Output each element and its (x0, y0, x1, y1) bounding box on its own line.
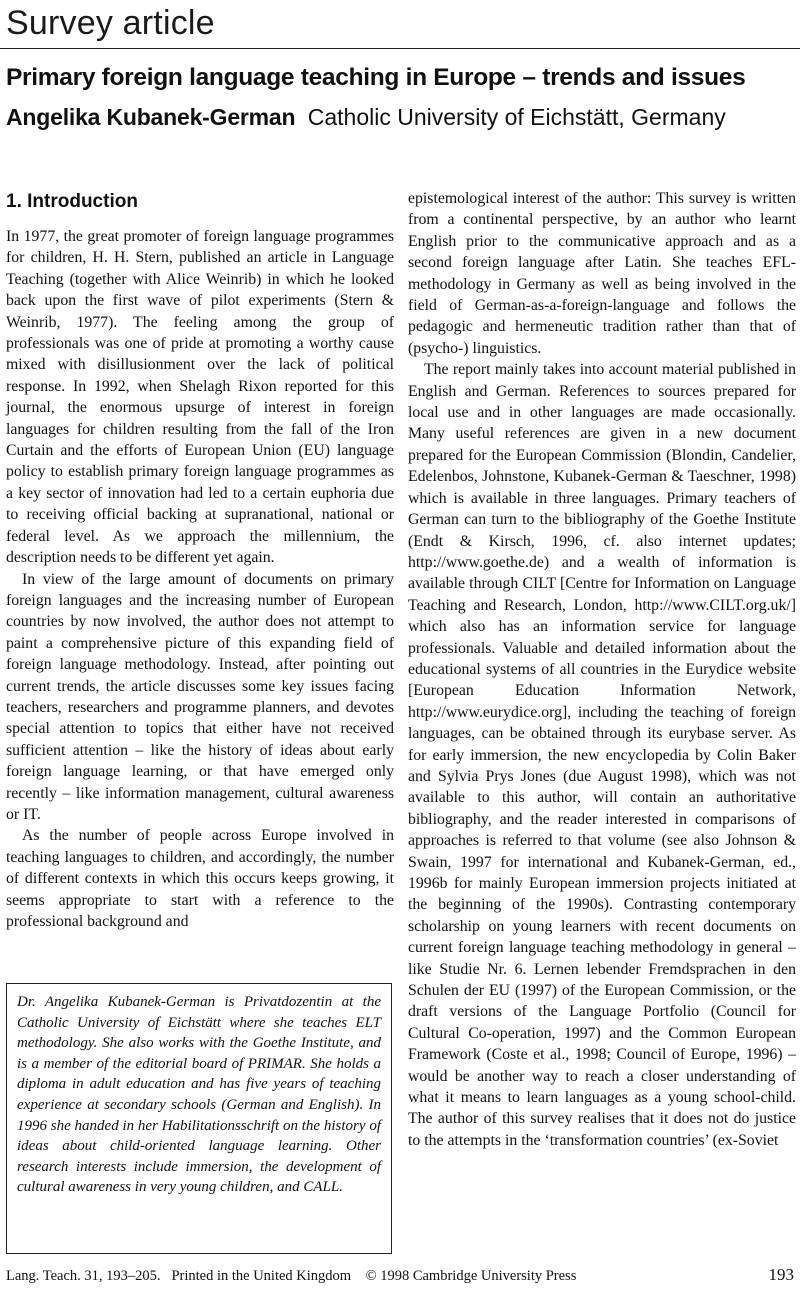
footer-copyright: © 1998 Cambridge University Press (365, 1268, 577, 1284)
page-number: 193 (768, 1265, 794, 1284)
header-rule (0, 48, 800, 49)
page-footer (6, 1265, 796, 1285)
right-column (408, 188, 796, 1151)
footer-citation: Lang. Teach. 31, 193–205. (6, 1268, 161, 1284)
author-line (6, 104, 796, 131)
section-heading-introduction: 1. Introduction (6, 191, 138, 212)
footer-printed: Printed in the United Kingdom (171, 1268, 352, 1284)
section-label: Survey article (6, 4, 215, 42)
paragraph: epistemological interest of the author: This survey is written from a continental perspective, by an author who learnt English prior to the communicative approach and as a second foreign language after Latin. She teaches EFL-methodology in Germany as well as being involved in the field of German-as-a-foreign-language and follows the pedagogic and hermeneutic tradition rather than that of (psycho-) linguistics. (408, 190, 796, 357)
left-column (6, 190, 394, 932)
paragraph: As the number of people across Europe involved in teaching languages to children, and accordingly, the number of different contexts in which this occurs keeps growing, it seems appropriate to start with a reference to the professional background and (6, 827, 394, 930)
paragraph: The report mainly takes into account material published in English and German. References to sources prepared for local use and in other languages are made occasionally. Many useful references are given in a new document prepared for the European Commission (Blondin, Candelier, Edelenbos, Johnstone, Kubanek-German & Taeschner, 1998) which is available in three languages. Primary teachers of German can turn to the bibliography of the Goethe Institute (Endt & Kirsch, 1996, cf. also internet updates; http://www.goethe.de) and a wealth of information is available through CILT [Centre for Information on Language Teaching and Research, London, http://www.CILT.org.uk/] which also has an information service for language professionals. Valuable and detailed information about the educational systems of all countries in the Eurydice website [European Education Information Network, http://www.eurydice.org], including the teaching of foreign languages, can be obtained through its eurybase server. As for early immersion, the new encyclopedia by Colin Baker and Sylvia Prys Jones (due August 1998), which was not available to this author, will contain an authoritative bibliography, and the reader interested in comparisons of approaches is referred to that volume (see also Johnson & Swain, 1997 for international and Kubanek-German, ed., 1996b for mainly European immersion projects initiated at the beginning of the 1990s). Contrasting contemporary scholarship on young learners with recent documents on current foreign language teaching methodology in general – like Studie Nr. 6. Lernen lebender Fremdsprachen in den Schulen der EU (1997) of the European Commission, or the draft versions of the Language Portfolio (Council for Cultural Co-operation, 1997) and the Common European Framework (Coste et al., 1998; Council of Europe, 1996) – would be another way to reach a closer understanding of what it means to learn languages as a young school-child. The author of this survey realises that it does not do justice to the attempts in the ‘transformation countries’ (ex-Soviet (408, 361, 796, 1149)
article-title: Primary foreign language teaching in Europe – trends and issues (6, 64, 746, 91)
paragraph: In view of the large amount of documents on primary foreign languages and the increasing number of European countries by now involved, the author does not attempt to paint a comprehensive picture of this expanding field of foreign language methodology. Instead, after pointing out current trends, the article discusses some key issues facing teachers, researchers and programme planners, and devotes special attention to topics that either have not received sufficient attention – like the history of ideas about early foreign language learning, or that have emerged only recently – like information management, cultural awareness or IT. (6, 570, 394, 823)
author-bio-box: Dr. Angelika Kubanek-German is Privatdozentin at the Catholic University of Eichstätt where she teaches ELT methodology. She also works with the Goethe Institute, and is a member of the editorial board of PRIMAR. She holds a diploma in adult education and has five years of teaching experience at secondary schools (German and English). In 1996 she handed in her Habilitationsschrift on the history of ideas about child-oriented language learning. Other research interests include immersion, the development of cultural awareness in very young children, and CALL. (6, 983, 392, 1254)
author-name: Angelika Kubanek-German (6, 104, 296, 130)
paragraph: In 1977, the great promoter of foreign language programmes for children, H. H. Stern, published an article in Language Teaching (together with Alice Weinrib) in which he looked back upon the first wave of pilot experiments (Stern & Weinrib, 1977). The feeling among the group of professionals was one of pride at promoting a worthy cause mixed with disillusionment over the lack of political response. In 1992, when Shelagh Rixon reported for this journal, the enormous upsurge of interest in foreign languages for children resulting from the fall of the Iron Curtain and the efforts of European Union (EU) language policy to establish primary foreign language programmes as a key sector of innovation had led to a certain euphoria due to receiving official backing at supranational, national or federal level. As we approach the millennium, the description needs to be different yet again. (6, 228, 394, 567)
author-affiliation: Catholic University of Eichstätt, Germany (307, 104, 726, 130)
